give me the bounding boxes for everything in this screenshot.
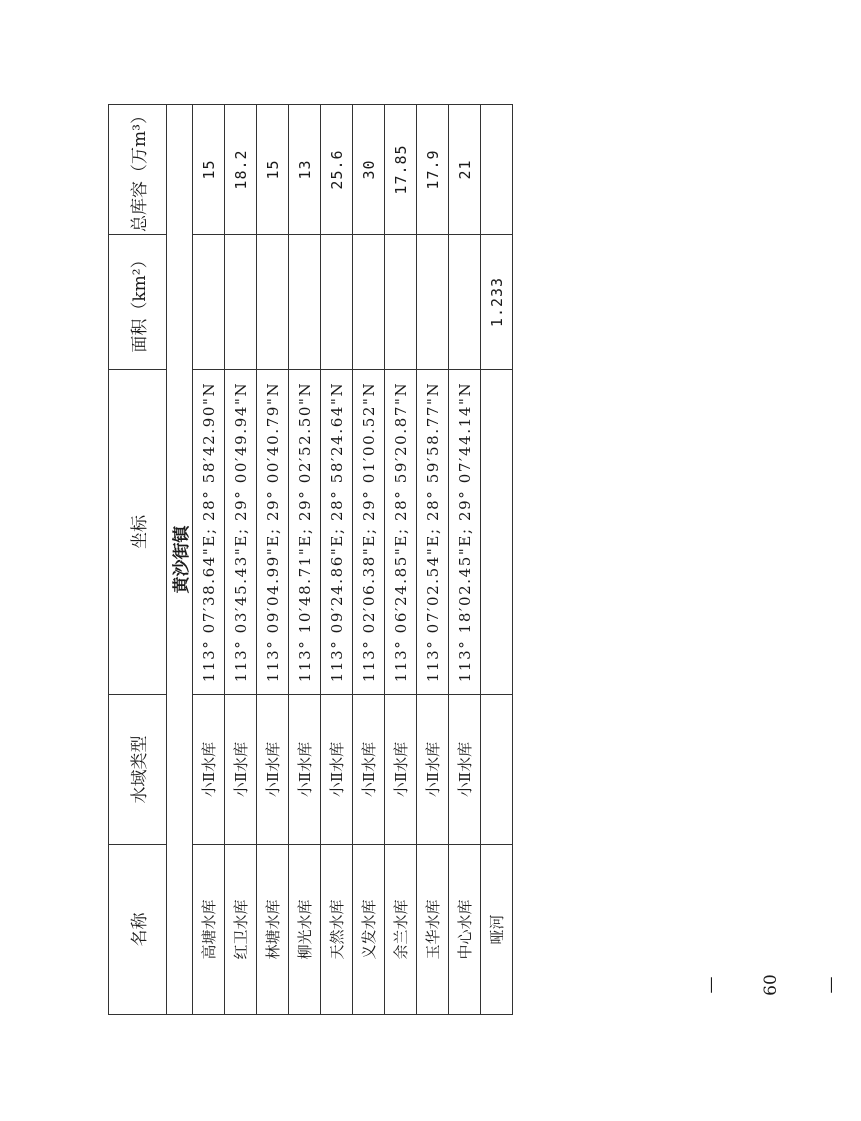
cell-type: 小Ⅱ水库 [449,695,481,845]
cell-area [321,235,353,370]
header-capacity: 总库容（万m³） [109,105,167,235]
cell-coord: 113° 07′38.64"E; 28° 58′42.90"N [193,370,225,695]
cell-name: 柳光水库 [289,845,321,1015]
cell-name: 哑河 [481,845,513,1015]
cell-area [257,235,289,370]
header-row [109,105,167,1015]
cell-name: 余兰水库 [385,845,417,1015]
cell-capacity: 18.2 [225,105,257,235]
table-row [385,105,417,1015]
cell-capacity: 13 [289,105,321,235]
cell-capacity [481,105,513,235]
cell-coord: 113° 07′02.54"E; 28° 59′58.77"N [417,370,449,695]
cell-name: 义发水库 [353,845,385,1015]
header-name: 名称 [109,845,167,1015]
table-row [193,105,225,1015]
table-row [417,105,449,1015]
table-row [353,105,385,1015]
cell-name: 红卫水库 [225,845,257,1015]
cell-area [385,235,417,370]
cell-type: 小Ⅱ水库 [321,695,353,845]
table-row [449,105,481,1015]
cell-coord: 113° 02′06.38"E; 29° 01′00.52"N [353,370,385,695]
cell-type [481,695,513,845]
cell-area [353,235,385,370]
cell-area [449,235,481,370]
cell-name: 林塘水库 [257,845,289,1015]
cell-type: 小Ⅱ水库 [257,695,289,845]
page-number: — 60 — [701,974,841,996]
section-title: 黄沙街镇 [167,105,193,1015]
cell-area: 1.233 [481,235,513,370]
cell-coord: 113° 09′24.86"E; 28° 58′24.64"N [321,370,353,695]
table-row [289,105,321,1015]
header-area: 面积（km²） [109,235,167,370]
cell-type: 小Ⅱ水库 [417,695,449,845]
cell-coord: 113° 03′45.43"E; 29° 00′49.94"N [225,370,257,695]
cell-capacity: 21 [449,105,481,235]
cell-name: 中心水库 [449,845,481,1015]
cell-coord [481,370,513,695]
cell-area [225,235,257,370]
cell-area [193,235,225,370]
cell-capacity: 15 [257,105,289,235]
cell-coord: 113° 09′04.99"E; 29° 00′40.79"N [257,370,289,695]
cell-coord: 113° 10′48.71"E; 29° 02′52.50"N [289,370,321,695]
cell-capacity: 15 [193,105,225,235]
section-row [167,105,193,1015]
cell-type: 小Ⅱ水库 [289,695,321,845]
cell-capacity: 17.9 [417,105,449,235]
cell-name: 玉华水库 [417,845,449,1015]
cell-name: 天然水库 [321,845,353,1015]
cell-name: 高塘水库 [193,845,225,1015]
reservoir-table [108,104,513,1015]
rotated-table-stage [108,105,506,1015]
header-coord: 坐标 [109,370,167,695]
cell-type: 小Ⅱ水库 [353,695,385,845]
cell-capacity: 17.85 [385,105,417,235]
cell-area [417,235,449,370]
cell-type: 小Ⅱ水库 [385,695,417,845]
cell-coord: 113° 06′24.85"E; 28° 59′20.87"N [385,370,417,695]
table-row [481,105,513,1015]
table-row [321,105,353,1015]
header-type: 水域类型 [109,695,167,845]
cell-capacity: 30 [353,105,385,235]
cell-type: 小Ⅱ水库 [225,695,257,845]
cell-type: 小Ⅱ水库 [193,695,225,845]
cell-coord: 113° 18′02.45"E; 29° 07′44.14"N [449,370,481,695]
table-row [257,105,289,1015]
table-row [225,105,257,1015]
cell-area [289,235,321,370]
cell-capacity: 25.6 [321,105,353,235]
